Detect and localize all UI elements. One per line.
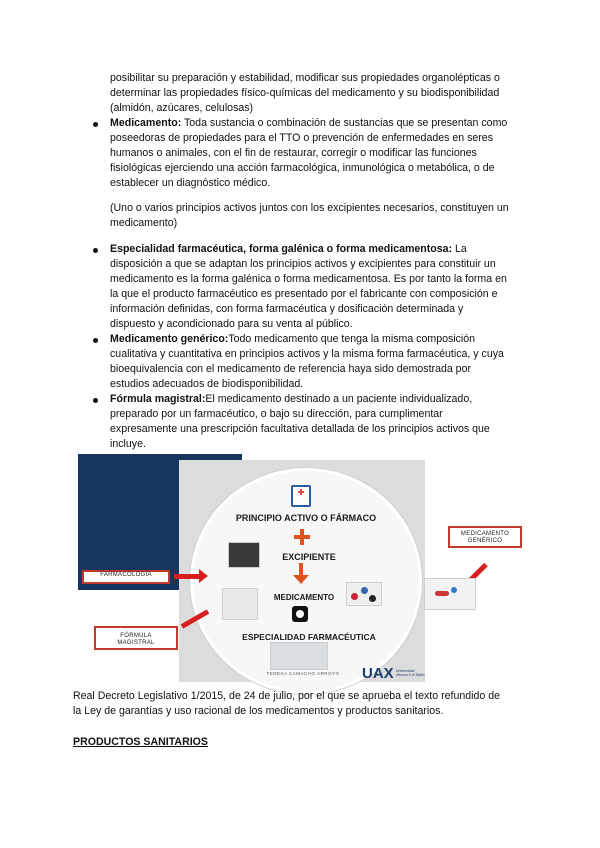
text-line: establecer un diagnóstico médico. — [110, 177, 271, 189]
text-line: la que el producto farmacéutico es presentado por el fabricante con composición e — [110, 288, 498, 300]
bullet-icon — [93, 338, 98, 343]
generic-pills-photo — [424, 578, 476, 610]
text-line: preparado por un farmacéutico, o bajo su dirección, para cumplimentar — [110, 408, 443, 420]
text-line: cualitativa y cuantitativa en principios activos y la misma forma farmacéutica, y cuya — [110, 348, 504, 360]
text-line: humanos o animales, con el fin de restaurar, corregir o modificar las funciones — [110, 147, 477, 159]
box-label: GENÉRICO — [467, 538, 503, 544]
medicamento-diagram — [78, 454, 510, 686]
text-line: incluye. — [110, 438, 146, 450]
text-line: (almidón, azúcares, celulosas) — [110, 102, 254, 114]
text-line: disposición a que se adaptan los principios activos y excipientes para constituir un — [110, 258, 496, 270]
section-heading: PRODUCTOS SANITARIOS — [73, 736, 208, 748]
box-medicamento-generico — [448, 526, 522, 548]
text-line: medicamento) — [110, 217, 178, 229]
text-line: poseedoras de propiedades para el TTO o prevención de enfermedades en seres — [110, 132, 493, 144]
label-excipiente: EXCIPIENTE — [282, 552, 336, 562]
uax-sub-line: Universidad — [396, 669, 415, 673]
pills-photo — [346, 582, 382, 606]
text-line: la Ley de garantías y uso racional de los medicamentos y productos sanitarios. — [73, 705, 444, 717]
text-line: fisiológicas ejerciendo una acción farmacológica, inmunológica o metabólica, o de — [110, 162, 495, 174]
gear-icon — [292, 606, 308, 622]
box-label: FÓRMULA — [120, 633, 152, 639]
bullet-icon — [93, 398, 98, 403]
label-principio-activo: PRINCIPIO ACTIVO O FÁRMACO — [235, 513, 377, 523]
definition-especialidad — [110, 242, 530, 257]
uax-logo: UAX — [362, 665, 394, 682]
box-label: MAGISTRAL — [117, 640, 155, 646]
text-line: bioequivalencia con el medicamento de referencia haya sido demostrada por — [110, 363, 471, 375]
definition-magistral — [110, 392, 530, 407]
text-line: posibilitar su preparación y estabilidad, modificar sus propiedades organolépticas o — [110, 72, 500, 84]
label-especialidad: ESPECIALIDAD FARMACÉUTICA — [242, 632, 376, 642]
packaging-photo — [270, 642, 328, 670]
definition-medicamento — [110, 116, 530, 131]
term: Fórmula magistral: — [110, 393, 206, 405]
text-line: Toda sustancia o combinación de sustancias que se presentan como — [181, 117, 508, 129]
bottle-photo — [222, 588, 258, 620]
text-line: estudios adecuados de biodisponibilidad. — [110, 378, 304, 390]
label-medicamento: MEDICAMENTO — [273, 593, 335, 602]
text-line: determinar las propiedades físico-químicas del medicamento y su biodisponibilidad — [110, 87, 500, 99]
text-line: información definidas, con forma farmacéutica y dosificación determinada y — [110, 303, 464, 315]
term: Medicamento: — [110, 117, 182, 129]
text-line: medicamento es la forma galénica o forma medicamentosa. Es por tanto la forma en — [110, 273, 507, 285]
bullet-icon — [93, 248, 98, 253]
syringe-photo — [228, 542, 260, 568]
box-farmacologia — [82, 570, 170, 584]
author-label: TERESA CAMACHO ARROYO — [266, 671, 340, 676]
text-line: Real Decreto Legislativo 1/2015, de 24 de julio, por el que se aprueba el texto refundido de — [73, 690, 500, 702]
text-line: La — [452, 243, 467, 255]
text-line: El medicamento destinado a un paciente individualizado, — [205, 393, 473, 405]
box-label: FARMACOLOGÍA — [100, 572, 152, 578]
box-formula-magistral — [94, 626, 178, 650]
text-line: (Uno o varios principios activos juntos con los excipientes necesarios, constituyen un — [110, 202, 509, 214]
uax-sub-line: Alfonso X el Sabio — [396, 673, 425, 677]
uax-logo-subtitle — [396, 669, 425, 677]
text-line: dispuesto y acondicionado para su venta al público. — [110, 318, 353, 330]
term: Especialidad farmacéutica, forma galénica o forma medicamentosa: — [110, 243, 453, 255]
bullet-icon — [93, 122, 98, 127]
definition-generico — [110, 332, 530, 347]
term: Medicamento genérico: — [110, 333, 229, 345]
arrow-right-icon — [174, 574, 200, 579]
plus-icon — [294, 529, 310, 545]
text-line: expresamente una prescripción facultativa detallada de los principios activos que — [110, 423, 490, 435]
medicine-box-icon — [291, 485, 311, 507]
box-label: MEDICAMENTO — [460, 531, 510, 537]
text-line: Todo medicamento que tenga la misma composición — [228, 333, 476, 345]
arrow-head — [293, 575, 309, 584]
